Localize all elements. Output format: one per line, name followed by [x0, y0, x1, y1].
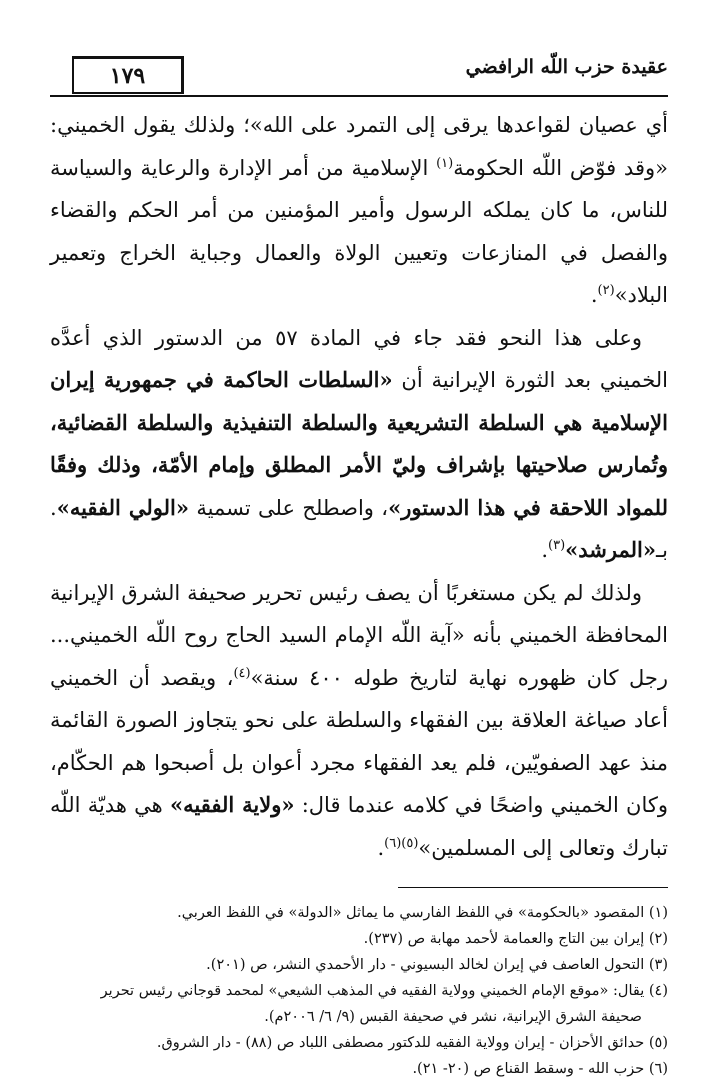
page-header [50, 48, 668, 94]
footnote-2: (٢) إيران بين التاج والعمامة لأحمد مهابة ص (٢٣٧). [363, 931, 668, 947]
running-title: عقيدة حزب اللّه الرافضي [465, 56, 668, 78]
footnote-ref-5-6: (٥)(٦) [384, 835, 419, 851]
footnote-4-continued: صحيفة الشرق الإيرانية، نشر في صحيفة القبس (٩/ ٦/ ٢٠٠٦م). [264, 1009, 642, 1025]
paragraph-1-text-cont: الإسلامية من أمر الإدارة والرعاية والسياسة للناس، ما كان يملكه الرسول وأمير المؤمنين من أمر الحكم والقضاء والفصل في المنازعات وتعيين الولاة والعمال وجباية الخراج وتعمير البلاد» [50, 155, 668, 307]
constitution-quote: «السلطات الحاكمة في جمهورية إيران الإسلامية هي السلطة التشريعية والسلطة التنفيذية والسلطة القضائية، وتُمارس صلاحيتها بإشراف وليّ الأمر المطلق وإمام الأمّة، وذلك وفقًا للمواد اللاحقة في هذا الدستور» [50, 367, 668, 520]
paragraph-3-text: ولذلك لم يكن مستغربًا أن يصف رئيس تحرير صحيفة الشرق الإيرانية المحافظة الخميني بأنه «آية اللّه الإمام السيد الحاج روح اللّه الخميني... رجل كان ظهوره نهاية لتاريخ طوله ٤٠٠ سنة» [50, 580, 669, 690]
paragraph-1 [50, 104, 668, 317]
footnote-6: (٦) حزب الله - وسقط القناع ص (٢٠- ٢١). [412, 1061, 668, 1077]
paragraph-2 [50, 317, 668, 572]
main-text [50, 104, 668, 869]
footnote-divider [398, 887, 668, 888]
paragraph-3 [50, 572, 668, 870]
paragraph-2-end: . [541, 538, 549, 562]
paragraph-3-text-cont: ، ويقصد أن الخميني أعاد صياغة العلاقة بين الفقهاء والسلطة على نحو يتجاوز الصورة القائمة منذ عهد الصفويّين، فلم يعد الفقهاء مجرد أعوان بل أصبحوا هم الحكّام، وكان الخميني واضحًا في كلامه عندما قال: [50, 665, 669, 817]
footnote-3: (٣) التحول العاصف في إيران لخالد البسيوني - دار الأحمدي النشر، ص (٢٠١). [206, 957, 668, 973]
footnote-ref-3: (٣) [548, 538, 566, 553]
paragraph-1-text: أي عصيان لقواعدها يرقى إلى التمرد على الله»؛ ولذلك يقول الخميني: «وقد فوّض اللّه الحكومة [50, 113, 668, 180]
footnote-4: (٤) يقال: «موقع الإمام الخميني وولاية الفقيه في المذهب الشيعي» لمحمد قوجاني رئيس تحرير [100, 983, 668, 999]
term-murshid: «المرشد» [565, 537, 656, 562]
paragraph-3-end: . [377, 835, 385, 860]
footnote-1: (١) المقصود «بالحكومة» في اللفظ الفارسي ما يماثل «الدولة» في اللفظ العربي. [177, 905, 668, 921]
footnote-ref-2: (٢) [597, 283, 615, 298]
footnotes [50, 900, 668, 1082]
term-wilayat-faqih: «ولاية الفقيه» [170, 792, 295, 817]
footnote-5: (٥) حدائق الأحزان - إيران وولاية الفقيه للدكتور مصطفى اللباد ص (٨٨) - دار الشروق. [156, 1035, 668, 1051]
paragraph-3-text-cont2: هي هديّة اللّه تبارك وتعالى إلى المسلمين» [50, 793, 668, 860]
page-number: ١٧٩ [72, 56, 184, 94]
paragraph-1-end: . [590, 283, 598, 307]
paragraph-2-text: وعلى هذا النحو فقد جاء في المادة ٥٧ من الدستور الذي أعدَّه الخميني بعد الثورة الإيرانية أن [50, 325, 668, 392]
header-divider [50, 95, 668, 97]
footnote-ref-4: (٤) [233, 665, 251, 681]
book-page [50, 48, 669, 1077]
paragraph-2-text-cont2: . بـ [50, 495, 668, 562]
footnote-ref-1: (١) [436, 155, 454, 171]
term-wali-faqih: «الولي الفقيه» [56, 494, 189, 520]
paragraph-2-text-cont: ، واصطلح على تسمية [189, 495, 389, 520]
